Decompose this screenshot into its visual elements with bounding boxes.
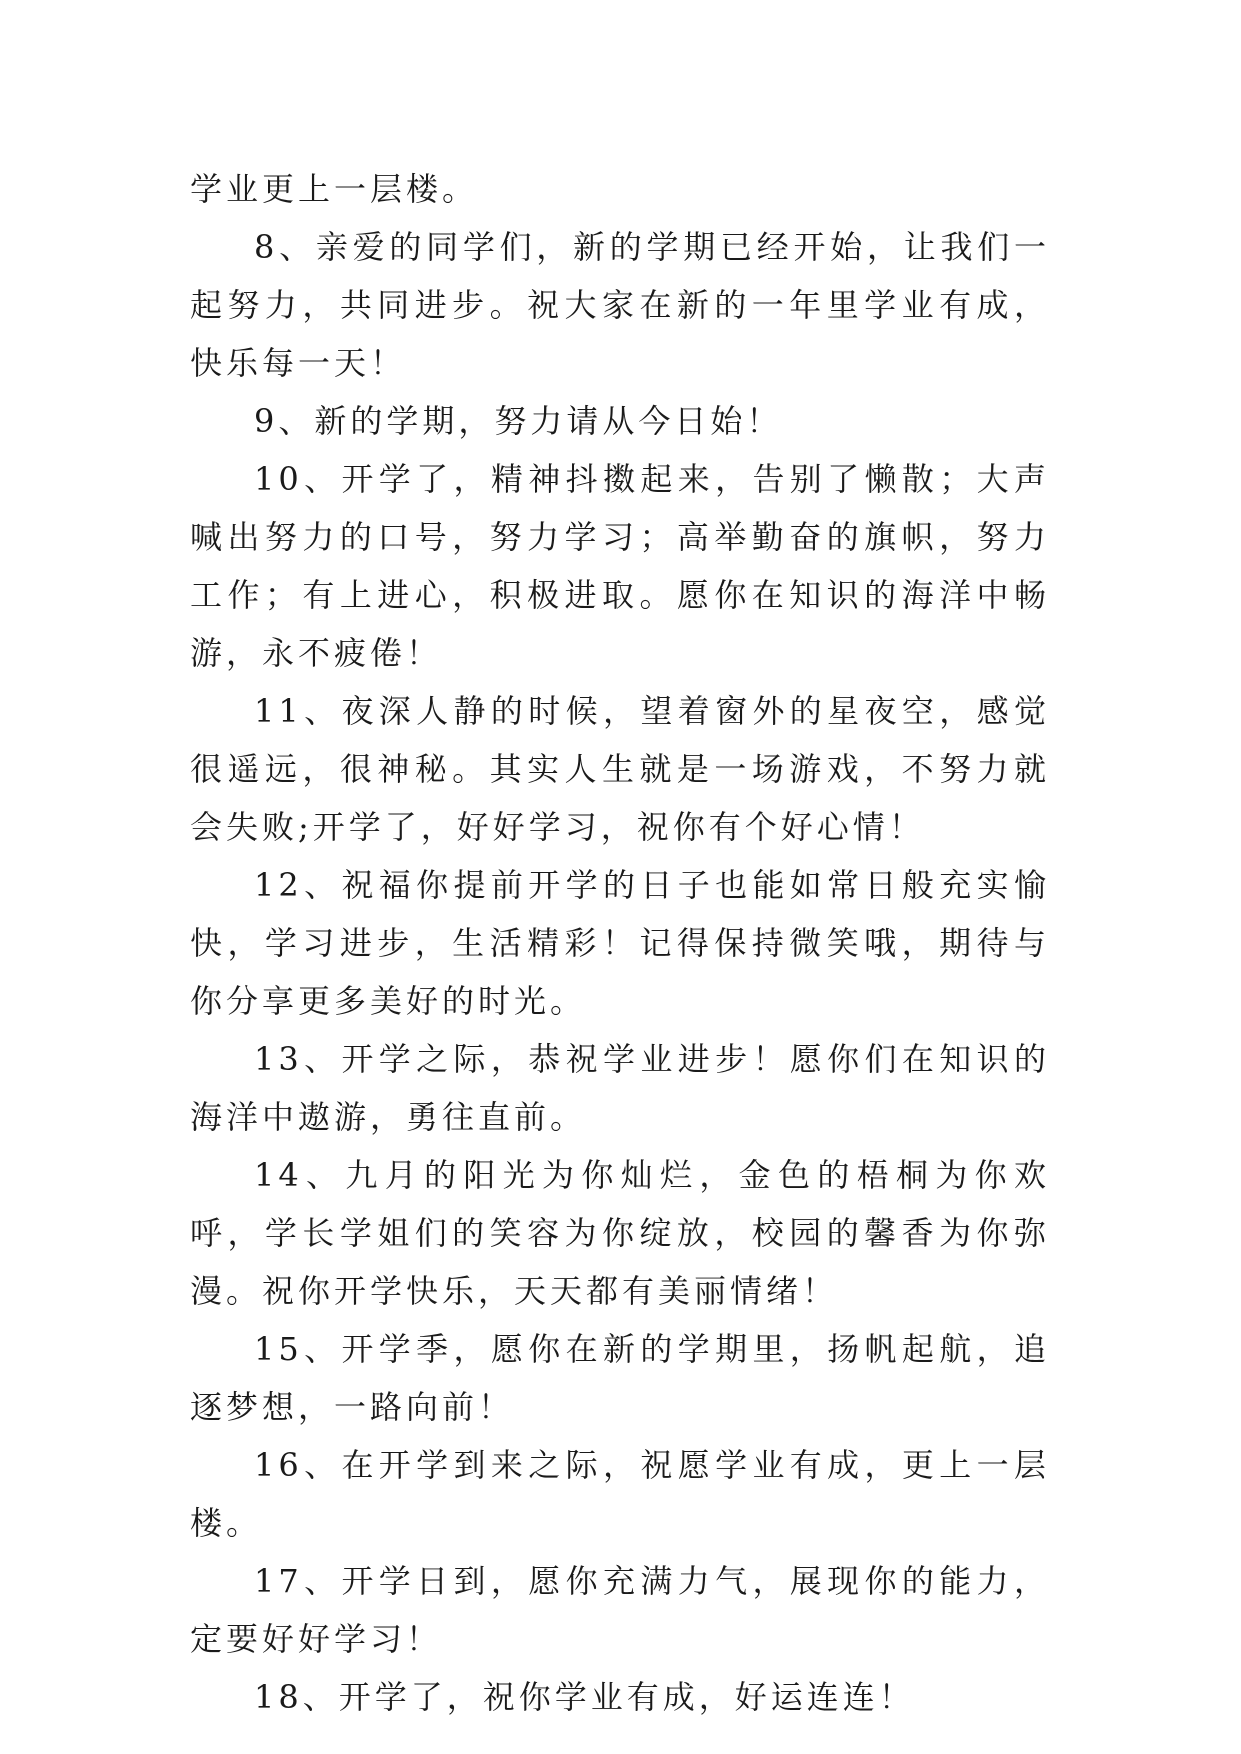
paragraph-13: 13、开学之际，恭祝学业进步！愿你们在知识的海洋中遨游，勇往直前。 (190, 1040, 1050, 1136)
paragraph-11: 11、夜深人静的时候，望着窗外的星夜空，感觉很遥远，很神秘。其实人生就是一场游戏，不努力就会失败;开学了，好好学习，祝你有个好心情！ (190, 692, 1050, 846)
paragraph-15: 15、开学季，愿你在新的学期里，扬帆起航，追逐梦想，一路向前！ (190, 1330, 1050, 1426)
paragraph-16: 16、在开学到来之际，祝愿学业有成，更上一层楼。 (190, 1446, 1050, 1542)
paragraph-14: 14、九月的阳光为你灿烂，金色的梧桐为你欢呼，学长学姐们的笑容为你绽放，校园的馨香为你弥漫。祝你开学快乐，天天都有美丽情绪！ (190, 1156, 1050, 1310)
paragraph-18: 18、开学了，祝你学业有成，好运连连！ (254, 1678, 915, 1716)
paragraph-9: 9、新的学期，努力请从今日始！ (254, 402, 783, 440)
document-body (190, 160, 1050, 1726)
paragraph-12: 12、祝福你提前开学的日子也能如常日般充实愉快，学习进步，生活精彩！记得保持微笑哦，期待与你分享更多美好的时光。 (190, 866, 1050, 1020)
paragraph-10: 10、开学了，精神抖擞起来，告别了懒散；大声喊出努力的口号，努力学习；高举勤奋的旗帜，努力工作；有上进心，积极进取。愿你在知识的海洋中畅游，永不疲倦！ (190, 460, 1050, 672)
paragraph-8: 8、亲爱的同学们，新的学期已经开始，让我们一起努力，共同进步。祝大家在新的一年里学业有成，快乐每一天！ (190, 228, 1050, 382)
paragraph-continuation: 学业更上一层楼。 (190, 170, 479, 208)
paragraph-17: 17、开学日到，愿你充满力气，展现你的能力，定要好好学习！ (190, 1562, 1050, 1658)
